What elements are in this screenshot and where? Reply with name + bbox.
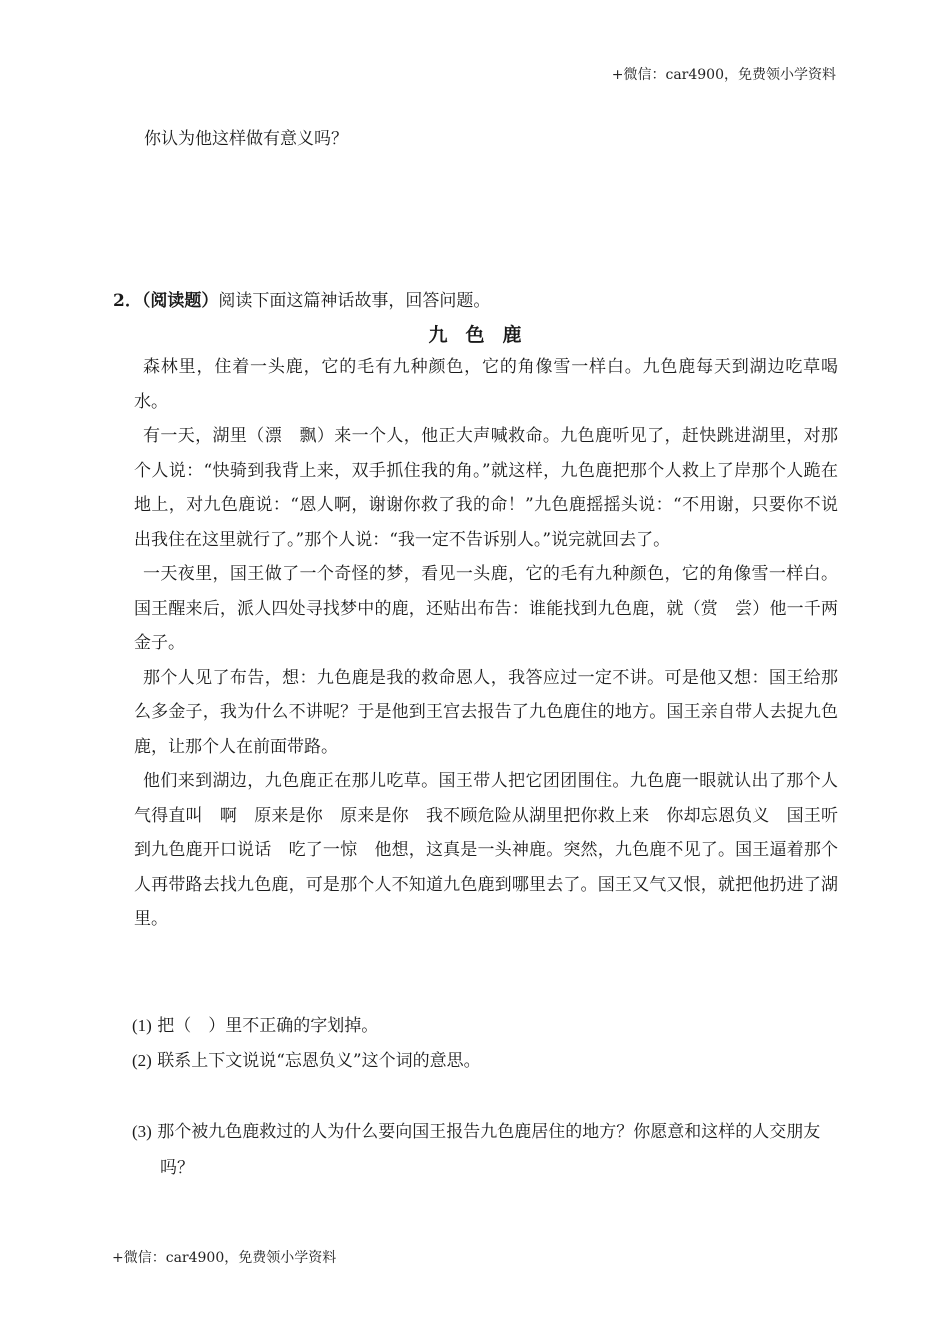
story-paragraph: 一天夜里，国王做了一个奇怪的梦，看见一头鹿，它的毛有九种颜色，它的角像雪一样白。国王醒来后，派人四处寻找梦中的鹿，还贴出布告：谁能找到九色鹿，就（赏 尝）他一千两金子。 [134, 564, 838, 653]
sub-question-3 [132, 1114, 838, 1186]
story-paragraph: 森林里，住着一头鹿，它的毛有九种颜色，它的角像雪一样白。九色鹿每天到湖边吃草喝水。 [134, 357, 838, 412]
sub-question-text: 联系上下文说说“忘恩负义”这个词的意思。 [157, 1051, 481, 1071]
question-number: 2． [113, 291, 142, 311]
story-title: 九色鹿 [428, 324, 540, 346]
question-type-tag: （阅读题） [141, 291, 219, 311]
story-paragraph: 有一天，湖里（漂 飘）来一个人，他正大声喊救命。九色鹿听见了，赶快跳进湖里，对那个人说：“快骑到我背上来，双手抓住我的角。”就这样，九色鹿把那个人救上了岸那个人跪在地上，对九色鹿说：“恩人啊，谢谢你救了我的命！”九色鹿摇摇头说：“不用谢，只要你不说出我住在这里就行了。”那个人说：“我一定不告诉别人。”说完就回去了。 [134, 426, 838, 550]
story-body [134, 350, 838, 937]
footer-note: +微信：car4900，免费领小学资料 [112, 1250, 337, 1266]
sub-question-text: 把（ ）里不正确的字划掉。 [157, 1016, 379, 1036]
sub-question-1 [132, 1008, 838, 1044]
sub-question-2 [132, 1043, 838, 1079]
story-paragraph: 那个人见了布告，想：九色鹿是我的救命恩人，我答应过一定不讲。可是他又想：国王给那么多金子，我为什么不讲呢？于是他到王宫去报告了九色鹿住的地方。国王亲自带人去捉九色鹿，让那个人在前面带路。 [134, 667, 838, 757]
sub-question-number: (2) [132, 1051, 152, 1070]
question-2-heading [113, 286, 490, 311]
story-paragraph: 他们来到湖边，九色鹿正在那儿吃草。国王带人把它团团围住。九色鹿一眼就认出了那个人气得直叫 啊 原来是你 原来是你 我不顾危险从湖里把你救上来 你却忘恩负义 国王听到九色鹿开口说话 吃了一惊 他想，这真是一头神鹿。突然，九色鹿不见了。国王逼着那个人再带路去找九色鹿，可是那个人不知道九色鹿到哪里去了。国王又气又恨，就把他扔进了湖里。 [134, 771, 838, 929]
question-instruction: 阅读下面这篇神话故事，回答问题。 [218, 291, 491, 311]
sub-question-text: 那个被九色鹿救过的人为什么要向国王报告九色鹿居住的地方？你愿意和这样的人交朋友吗？ [157, 1122, 821, 1178]
previous-question-text: 你认为他这样做有意义吗？ [144, 129, 348, 149]
header-note: +微信：car4900，免费领小学资料 [611, 67, 836, 83]
sub-question-number: (1) [132, 1016, 152, 1035]
sub-question-number: (3) [132, 1122, 152, 1141]
